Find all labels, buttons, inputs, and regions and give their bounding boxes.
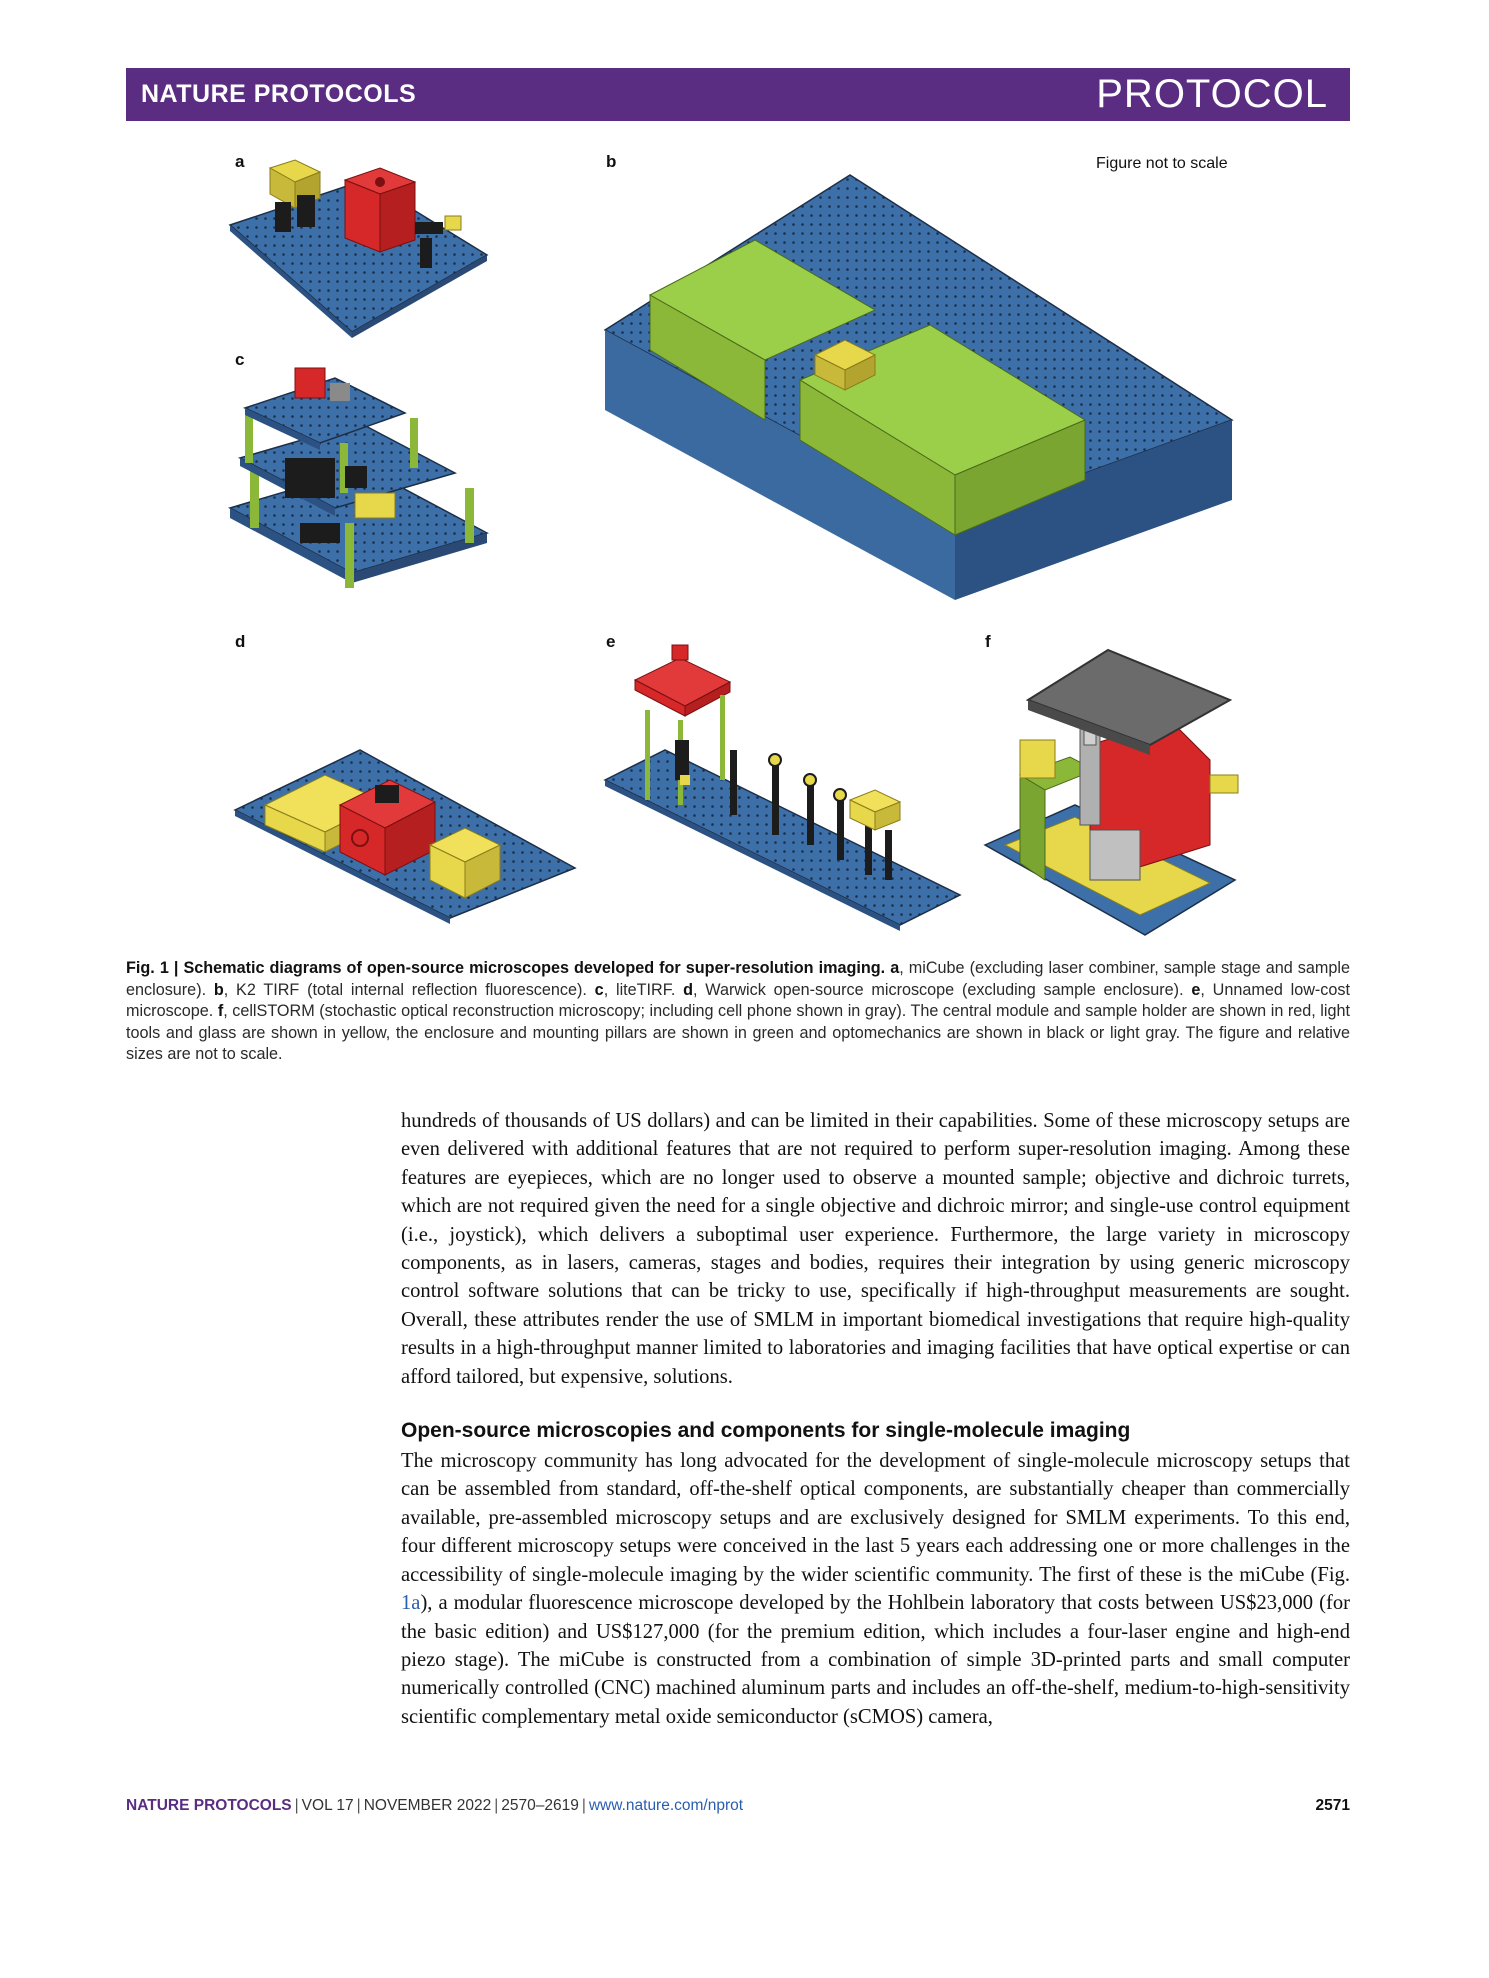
panel-label-c: c (235, 350, 245, 369)
caption-text-b: , K2 TIRF (total internal reflection fluorescence). (223, 980, 595, 999)
caption-letter-a: a (890, 959, 900, 977)
caption-letter-e: e (1191, 980, 1201, 999)
article-type: PROTOCOL (1096, 72, 1328, 116)
article-body (401, 1107, 1350, 1731)
caption-letter-d: d (683, 980, 694, 999)
caption-text-a: , miCube (excluding laser combiner, sample stage and sample enclosure). (126, 959, 1350, 999)
caption-text-c: , liteTIRF. (603, 980, 684, 999)
footer-url-link[interactable]: www.nature.com/nprot (588, 1797, 744, 1814)
panel-label-b: b (606, 152, 617, 171)
footer-date: NOVEMBER 2022 (363, 1797, 492, 1814)
footer-volume: VOL 17 (301, 1797, 354, 1814)
panel-d-warwick-diagram (230, 740, 580, 920)
page-footer: NATURE PROTOCOLS | VOL 17 | NOVEMBER 2022 | 2570–2619 | www.nature.com/nprot 2571 (126, 1797, 1350, 1814)
figure-scale-note: Figure not to scale (1096, 155, 1228, 172)
caption-letter-c: c (594, 980, 604, 999)
footer-pages: 2570–2619 (501, 1797, 579, 1814)
footer-journal: NATURE PROTOCOLS (126, 1797, 292, 1814)
paragraph-2-text-start: The microscopy community has long advocated for the development of single-molecule microscopy setups that can be assembled from standard, off-the-shelf optical components, are substantially cheaper than commercially available, pre-assembled microscopy setups and are exclusively designed for SMLM experiments. To this end, four different microscopy setups were conceived in the last 5 years each addressing one or more challenges in the accessibility of single-molecule imaging by the wider scientific community. The first of these is the miCube (Fig. (401, 1450, 1350, 1586)
panel-f-cellstorm-diagram (980, 645, 1250, 945)
caption-label: Fig. 1 | Schematic diagrams of open-source microscopes developed for super-resolution imaging. (126, 959, 886, 977)
body-paragraph-1: hundreds of thousands of US dollars) and can be limited in their capabilities. Some of these microscopy setups are even delivered with additional features that are not required to perform super-resolution imaging. Among these features are eyepieces, which are no longer used to observe a mounted sample; objective and dichroic turrets, which are not required given the need for a single objective and dichroic mirror; and single-use control equipment (i.e., joystick), which delivers a suboptimal user experience. Furthermore, the large variety in microscopy components, as in lasers, cameras, stages and bodies, requires their integration by using generic microscopy control software solutions that can be tricky to use, specifically if high-throughput measurements are sought. Overall, these attributes render the use of SMLM in important biomedical investigations that require high-quality results in a high-throughput manner limited to laboratories and imaging facilities that have optical expertise or can afford tailored, but expensive, solutions. (401, 1110, 1350, 1388)
journal-name: NATURE PROTOCOLS (141, 80, 417, 108)
panel-a-micube-diagram (225, 160, 495, 340)
caption-letter-f: f (217, 1002, 224, 1020)
caption-letter-b: b (213, 980, 224, 999)
figure-1a-link[interactable]: 1a (401, 1592, 421, 1615)
caption-text-e: , Unnamed low-cost microscope. (126, 980, 1350, 1020)
panel-c-litetirf-diagram (225, 358, 500, 613)
body-paragraph-2 (401, 1447, 1350, 1731)
panel-e-low-cost-diagram (600, 640, 965, 930)
figure-1 (0, 0, 1489, 960)
page-number: 2571 (1315, 1797, 1350, 1814)
section-heading: Open-source microscopies and components for single-molecule imaging (401, 1419, 1131, 1443)
caption-text-f: , cellSTORM (stochastic optical reconstruction microscopy; including cell phone shown in gray). The central module and sample holder are shown in red, light tools and glass are shown in yellow, the enclosure and mounting pillars are shown in green and optomechanics are shown in black or light gray. The figure and relative sizes are not to scale. (126, 1002, 1350, 1063)
panel-label-f: f (985, 632, 991, 651)
panel-label-a: a (235, 152, 245, 171)
caption-text-d: , Warwick open-source microscope (excluding sample enclosure). (693, 980, 1192, 999)
panel-b-k2-tirf-diagram (600, 175, 1240, 615)
panel-label-d: d (235, 632, 246, 651)
paragraph-2-text-end: ), a modular fluorescence microscope developed by the Hohlbein laboratory that costs between US$23,000 (for the basic edition) and US$127,000 (for the premium edition, which includes a four-laser engine and high-end piezo stage). The miCube is constructed from a combination of simple 3D-printed parts and small computer numerically controlled (CNC) machined aluminum parts and includes an off-the-shelf, medium-to-high-sensitivity scientific complementary metal oxide semiconductor (sCMOS) camera, (401, 1592, 1350, 1728)
panel-label-e: e (606, 632, 616, 651)
figure-caption (126, 958, 1350, 1066)
